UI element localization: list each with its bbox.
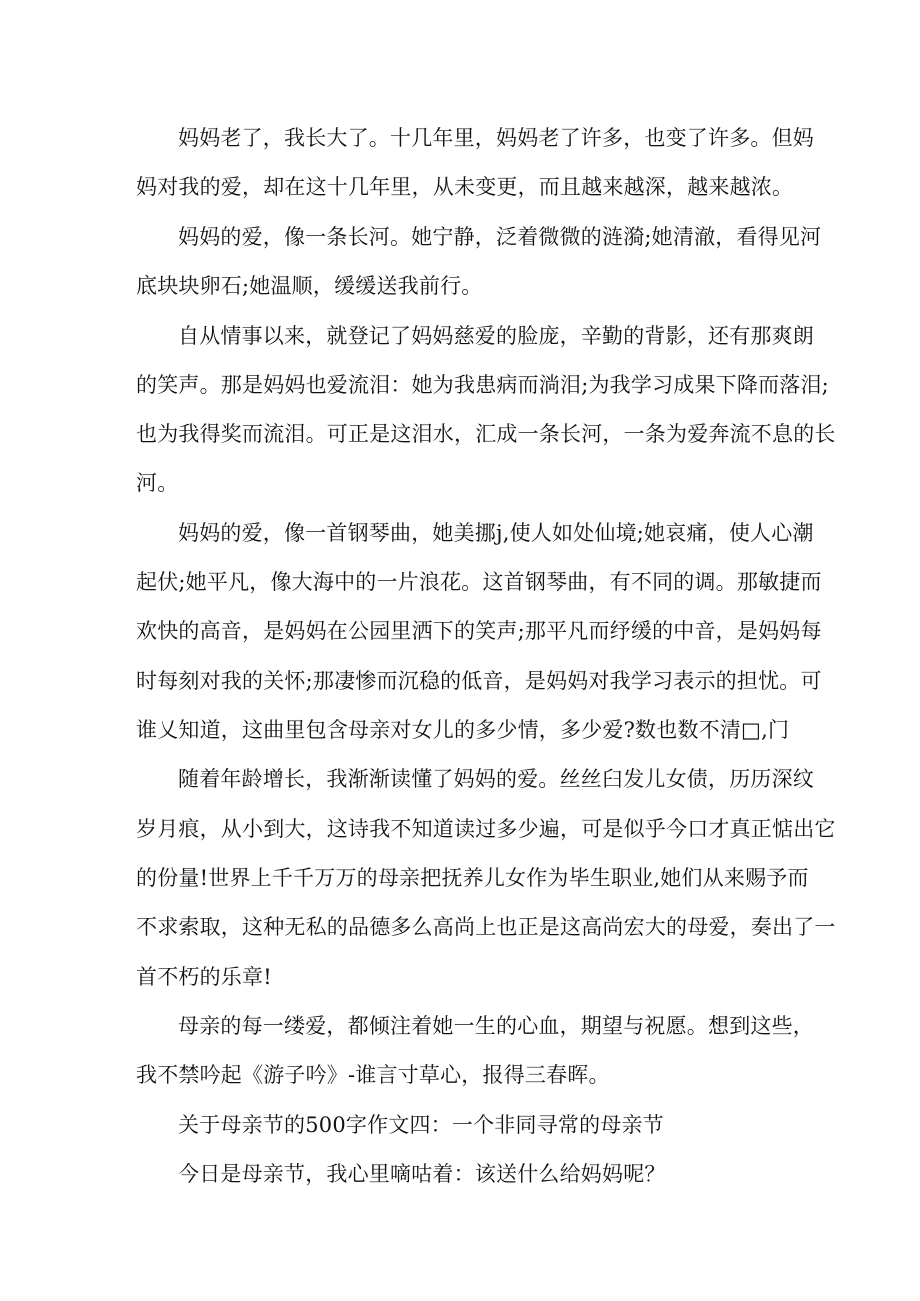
text-line: 妈对我的爱，却在这十几年里，从未变更，而且越来越深，越来越浓。 [136,175,794,199]
text-line: 妈妈的爱，像一条长河。她宁静，泛着微微的涟漪;她清澈，看得见河 [178,225,822,249]
text-line: 我不禁吟起《游子吟》-谁言寸草心，报得三春晖。 [136,1063,610,1087]
text-line: 不求索取，这种无私的品德多么高尚上也正是这高尚宏大的母爱，奏出了一 [136,915,836,939]
text-line: 起伏;她平凡，像大海中的一片浪花。这首钢琴曲，有不同的调。那敏捷而 [136,570,822,594]
text-line: 欢快的高音，是妈妈在公园里洒下的笑声;那平凡而纾缓的中音，是妈妈每 [136,619,822,643]
text-line: 时每刻对我的关怀;那凄惨而沉稳的低音，是妈妈对我学习表示的担忧。可 [136,669,822,693]
section-heading: 关于母亲节的500字作文四：一个非同寻常的母亲节 [178,1113,664,1137]
text-line: 河。 [136,471,179,495]
text-line: 也为我得奖而流泪。可正是这泪水，汇成一条长河，一条为爱奔流不息的长 [136,422,836,446]
text-line: 的笑声。那是妈妈也爱流泪：她为我患病而淌泪;为我学习成果下降而落泪; [136,373,829,397]
text-line: 谁乂知道，这曲里包含母亲对女儿的多少情，多少爱?数也数不清□,门 [136,718,790,742]
text-line: 母亲的每一缕爱，都倾注着她一生的心血，期望与祝愿。想到这些， [178,1014,814,1038]
text-line: 妈妈老了，我长大了。十几年里，妈妈老了许多，也变了许多。但妈 [178,126,814,150]
text-line: 妈妈的爱，像一首钢琴曲，她美挪j,使人如处仙境;她哀痛，使人心潮 [178,521,814,545]
text-line: 首不朽的乐章! [136,965,272,989]
text-line: 的份量!世界上千千万万的母亲把抚养儿女作为毕生职业,她们从来赐予而 [136,866,809,890]
text-line: 自从情事以来，就登记了妈妈慈爱的脸庞，辛勤的背影，还有那爽朗 [178,324,814,348]
text-line: 今日是母亲节，我心里嘀咕着：该送什么给妈妈呢？ [178,1162,666,1186]
text-line: 随着年龄增长，我渐渐读懂了妈妈的爱。丝丝臼发儿女债，历历深纹 [178,767,814,791]
text-line: 岁月痕，从小到大，这诗我不知道读过多少遍，可是似乎今口才真正惦出它 [136,817,836,841]
text-line: 底块块卵石;她温顺，缓缓送我前行。 [136,274,483,298]
